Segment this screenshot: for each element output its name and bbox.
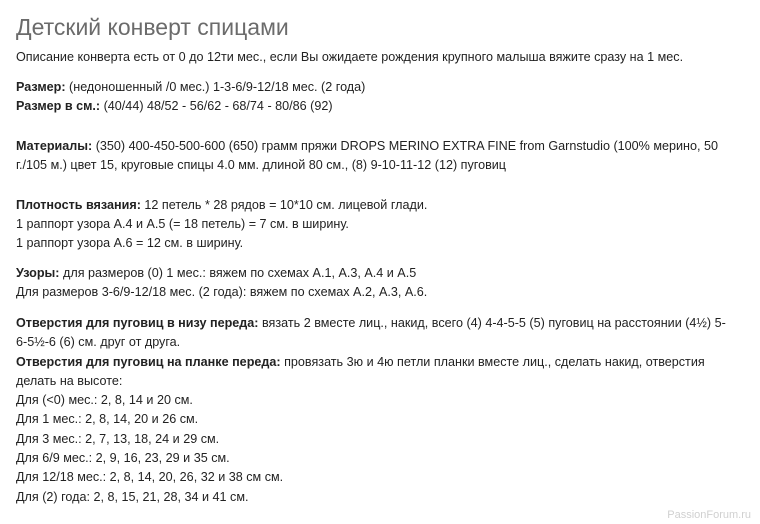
buttonholes-band-label: Отверстия для пуговиц на планке переда: [16,355,281,369]
buttonholes-band-value: провязать 3ю и 4ю петли планки вместе лиц., сделать накид, отверстия [280,355,705,369]
height-list-item: Для 6/9 мес.: 2, 9, 16, 23, 29 и 35 см. [16,451,230,465]
materials-line-1 [16,137,718,156]
size-value: (недоношенный /0 мес.) 1-3-6/9-12/18 мес. (2 года) [65,80,366,94]
density-line-3: 1 раппорт узора А.6 = 12 см. в ширину. [16,236,244,250]
height-list-item: Для 12/18 мес.: 2, 8, 14, 20, 26, 32 и 38 cм см. [16,470,284,484]
size-cm-label: Размер в см.: [16,99,101,113]
height-list-item: Для (2) года: 2, 8, 15, 21, 28, 34 и 41 см. [16,490,249,504]
buttonholes-band-line-1 [16,353,705,372]
materials-line-2: г./105 м.) цвет 15, круговые спицы 4.0 мм. длиной 80 см., (8) 9-10-11-12 (12) пуговиц [16,158,507,172]
height-list-item: Для 1 мес.: 2, 8, 14, 20 и 26 см. [16,412,199,426]
buttonholes-bottom-line-1 [16,314,726,333]
patterns-label: Узоры: [16,266,60,280]
patterns-line-1 [16,264,416,283]
size-label: Размер: [16,80,66,94]
height-list-item: Для 3 мес.: 2, 7, 13, 18, 24 и 29 см. [16,432,220,446]
density-label: Плотность вязания: [16,198,141,212]
size-line [16,78,365,97]
density-value: 12 петель * 28 рядов = 10*10 см. лицевой глади. [140,198,428,212]
buttonholes-bottom-value: вязать 2 вместе лиц., накид, всего (4) 4-4-5-5 (5) пуговиц на расстоянии (4½) 5- [258,316,726,330]
page-title: Детский конверт спицами [16,14,289,40]
density-line-1 [16,196,427,215]
intro-text: Описание конверта есть от 0 до 12ти мес., если Вы ожидаете рождения крупного малыша вяжите сразу на 1 мес. [16,50,684,64]
patterns-line-2: Для размеров 3-6/9-12/18 мес. (2 года): вяжем по схемах А.2, А.3, А.6. [16,285,428,299]
height-list-item: Для (<0) мес.: 2, 8, 14 и 20 см. [16,393,193,407]
buttonholes-band-line-2: делать на высоте: [16,374,123,388]
buttonholes-bottom-line-2: 6-5½-6 (6) см. друг от друга. [16,335,181,349]
watermark: PassionForum.ru [667,509,751,521]
density-line-2: 1 раппорт узора А.4 и А.5 (= 18 петель) = 7 см. в ширину. [16,217,349,231]
buttonholes-bottom-label: Отверстия для пуговиц в низу переда: [16,316,259,330]
size-cm-line [16,97,333,116]
materials-label: Материалы: [16,139,93,153]
patterns-value: для размеров (0) 1 мес.: вяжем по схемах А.1, А.3, А.4 и А.5 [59,266,417,280]
materials-value: (350) 400-450-500-600 (650) грамм пряжи DROPS MERINO EXTRA FINE from Garnstudio (100% мерино, 50 [92,139,719,153]
size-cm-value: (40/44) 48/52 - 56/62 - 68/74 - 80/86 (92) [100,99,333,113]
